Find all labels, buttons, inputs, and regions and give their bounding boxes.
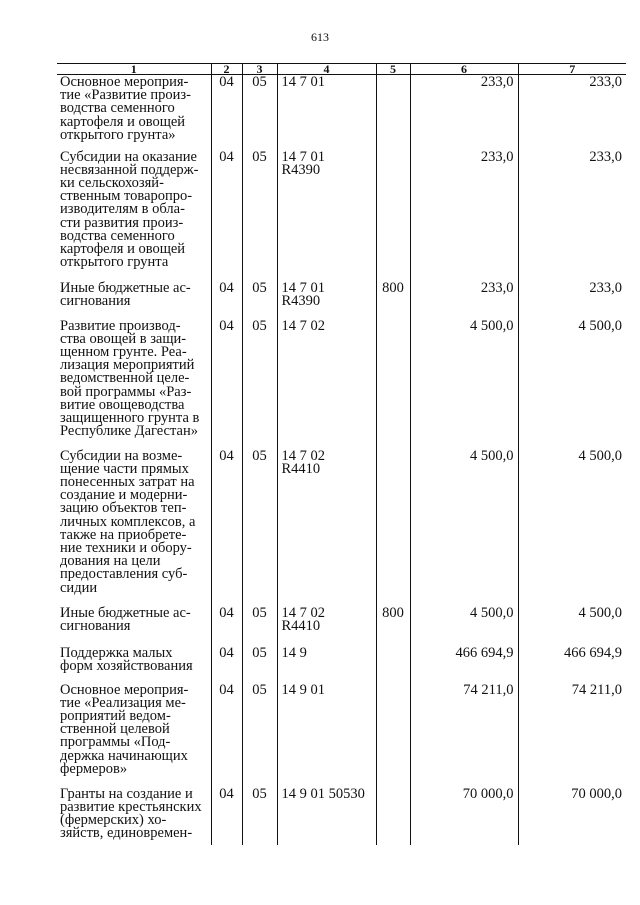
amount-cell-7: 4 500,0: [518, 606, 626, 646]
target-article-line: 14 9 01 50530: [281, 785, 365, 802]
section-code-cell: 04: [211, 319, 242, 449]
amount-cell-6: 466 694,9: [410, 646, 518, 683]
section-code-cell: 04: [211, 683, 242, 787]
table-row: [57, 150, 626, 281]
header-cell: 3: [242, 64, 277, 75]
target-article-cell: [277, 75, 376, 150]
row-name-cell: Гранты на создание и развитие крестьянских (фермерских) хо- зяйств, единовремен-: [60, 785, 202, 842]
target-article-line: 14 7 02: [281, 447, 325, 464]
table-row: [57, 75, 626, 150]
header-cell: 4: [277, 64, 376, 75]
target-article-line: R4410: [281, 617, 321, 634]
target-article-cell: [277, 281, 376, 319]
target-article-line: 14 7 02: [281, 604, 325, 621]
header-row: [57, 64, 626, 75]
subsection-code-cell: 05: [242, 281, 277, 319]
table-row: [57, 683, 626, 787]
header-cell: 7: [518, 64, 626, 75]
target-article-line: 14 7 01: [281, 74, 325, 90]
subsection-code-cell: 05: [242, 75, 277, 150]
subsection-code-cell: 05: [242, 787, 277, 845]
page-number: 613: [311, 30, 329, 44]
table-row: [57, 606, 626, 646]
section-code-cell: 04: [211, 281, 242, 319]
target-article-line: 14 9: [281, 644, 307, 661]
subsection-code-cell: 05: [242, 606, 277, 646]
row-name-cell: Развитие производ- ства овощей в защи- щенном грунте. Реа- лизация мероприятий ведомственной целе- вой программы «Раз- витие овощеводства защищенного грунта в Республике Дагестан»: [60, 317, 200, 440]
amount-cell-7: 233,0: [518, 75, 626, 150]
subsection-code-cell: 05: [242, 150, 277, 281]
target-article-line: 14 9 01: [281, 681, 325, 698]
target-article-cell: [277, 150, 376, 281]
target-article-cell: [277, 606, 376, 646]
section-code-cell: 04: [211, 150, 242, 281]
amount-cell-6: 233,0: [410, 75, 518, 150]
table-row: [57, 787, 626, 845]
amount-cell-7: 466 694,9: [518, 646, 626, 683]
amount-cell-6: 233,0: [410, 281, 518, 319]
table-row: [57, 646, 626, 683]
target-article-cell: [277, 319, 376, 449]
target-article-line: 14 7 01: [281, 279, 325, 296]
amount-cell-6: 4 500,0: [410, 319, 518, 449]
expense-type-cell: [376, 449, 410, 606]
subsection-code-cell: 05: [242, 646, 277, 683]
expense-type-cell: 800: [376, 606, 410, 646]
section-code-cell: 04: [211, 449, 242, 606]
amount-cell-7: 74 211,0: [518, 683, 626, 787]
amount-cell-7: 233,0: [518, 281, 626, 319]
header-cell: 1: [57, 64, 211, 75]
section-code-cell: 04: [211, 606, 242, 646]
row-name-cell: Основное мероприя- тие «Развитие произ- водства семенного картофеля и овощей открытого грунта»: [60, 74, 191, 143]
subsection-code-cell: 05: [242, 683, 277, 787]
expense-type-cell: [376, 150, 410, 281]
subsection-code-cell: 05: [242, 449, 277, 606]
table-row: [57, 281, 626, 319]
target-article-line: 14 7 02: [281, 317, 325, 334]
amount-cell-7: 4 500,0: [518, 449, 626, 606]
expense-type-cell: [376, 787, 410, 845]
amount-cell-7: 70 000,0: [518, 787, 626, 845]
amount-cell-6: 233,0: [410, 150, 518, 281]
header-cell: 5: [376, 64, 410, 75]
expense-type-cell: [376, 75, 410, 150]
row-name-cell: Основное мероприя- тие «Реализация ме- роприятий ведом- ственной целевой программы «Под- держка начинающих фермеров»: [60, 681, 189, 777]
amount-cell-7: 233,0: [518, 150, 626, 281]
section-code-cell: 04: [211, 787, 242, 845]
row-name-cell: Поддержка малых форм хозяйствования: [60, 644, 193, 674]
target-article-cell: [277, 787, 376, 845]
target-article-line: R4410: [281, 460, 321, 477]
target-article-cell: [277, 449, 376, 606]
table-row: [57, 449, 626, 606]
expense-type-cell: [376, 683, 410, 787]
amount-cell-6: 70 000,0: [410, 787, 518, 845]
section-code-cell: 04: [211, 75, 242, 150]
section-code-cell: 04: [211, 646, 242, 683]
amount-cell-6: 4 500,0: [410, 449, 518, 606]
amount-cell-6: 4 500,0: [410, 606, 518, 646]
target-article-line: R4390: [281, 292, 321, 309]
expense-type-cell: 800: [376, 281, 410, 319]
expense-type-cell: [376, 319, 410, 449]
target-article-cell: [277, 646, 376, 683]
table-body: [57, 75, 626, 845]
subsection-code-cell: 05: [242, 319, 277, 449]
table-row: [57, 319, 626, 449]
header-cell: 2: [211, 64, 242, 75]
amount-cell-6: 74 211,0: [410, 683, 518, 787]
row-name-cell: Субсидии на оказание несвязанной поддерж- ки сельскохозяй- ственным товаропро- изводителям в обла- сти развития произ- водства семенного картофеля и овощей открытого грунта: [60, 148, 199, 271]
target-article-line: 14 7 01: [281, 148, 325, 165]
row-name-cell: Иные бюджетные ас- сигнования: [60, 604, 191, 634]
row-name-cell: Иные бюджетные ас- сигнования: [60, 279, 191, 309]
budget-table: [57, 63, 626, 845]
expense-type-cell: [376, 646, 410, 683]
target-article-line: R4390: [281, 161, 321, 178]
row-name-cell: Субсидии на возме- щение части прямых понесенных затрат на создание и модерни- зацию объектов теп- личных комплексов, а также на приобрете- ние техники и обору- дования на цели предоставления суб- сидии: [60, 447, 196, 596]
amount-cell-7: 4 500,0: [518, 319, 626, 449]
target-article-cell: [277, 683, 376, 787]
header-cell: 6: [410, 64, 518, 75]
